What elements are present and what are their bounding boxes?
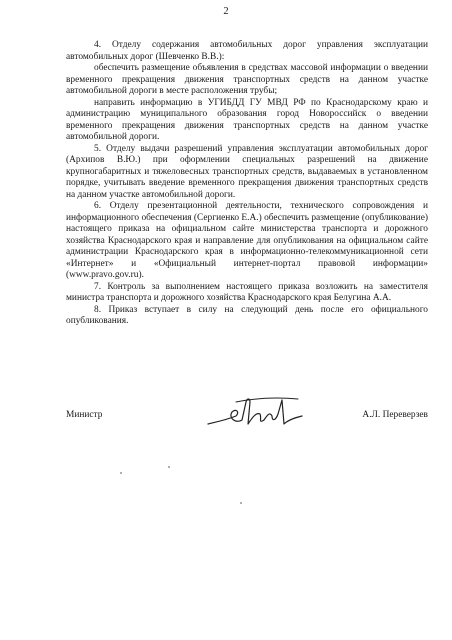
paragraph-4-item-1: обеспечить размещение объявления в средствах массовой информации о введении временного прекращения движения транспортных средств на данном участке автомобильной дороги в месте расположения трубы; bbox=[66, 63, 428, 96]
scan-speck bbox=[120, 472, 122, 474]
signer-name: А.Л. Переверзев bbox=[362, 410, 428, 420]
paragraph-4: 4. Отделу содержания автомобильных дорог управления эксплуатации автомобильных дорог (Шевченко В.В.): bbox=[66, 40, 428, 62]
paragraph-8: 8. Приказ вступает в силу на следующий день после его официального опубликования. bbox=[66, 304, 428, 326]
scan-speck bbox=[240, 502, 242, 504]
page-number: 2 bbox=[223, 6, 229, 17]
paragraph-4-item-2: направить информацию в УГИБДД ГУ МВД РФ по Краснодарскому краю и администрацию муниципального образования город Новороссийск о введении временного прекращения движения транспортных средств на данном участке автомобильной дороги. bbox=[66, 97, 428, 142]
handwritten-signature bbox=[206, 394, 306, 434]
signature-block bbox=[66, 400, 428, 440]
signer-title: Министр bbox=[66, 410, 103, 420]
paragraph-5: 5. Отделу выдачи разрешений управления эксплуатации автомобильных дорог (Архипов В.Ю.) при оформлении специальных разрешений на движение крупногабаритных и тяжеловесных транспортных средств, выдаваемых в установленном порядке, учитывать введение временного прекращения движения транспортных средств на данном участке автомобильной дороги. bbox=[66, 143, 428, 200]
paragraph-7: 7. Контроль за выполнением настоящего приказа возложить на заместителя министра транспорта и дорожного хозяйства Краснодарского края Белугина А.А. bbox=[66, 281, 428, 303]
scan-speck bbox=[168, 466, 170, 468]
paragraph-6: 6. Отделу презентационной деятельности, технического сопровождения и информационного обеспечения (Сергиенко Е.А.) обеспечить размещение (опубликование) настоящего приказа на официальном сайте министерства транспорта и дорожного хозяйства Краснодарского края и направление для опубликования на официальном сайте администрации Краснодарского края в информационно-телекоммуникационной сети «Интернет» и «Официальный интернет-портал правовой информации» (www.pravo.gov.ru). bbox=[66, 201, 428, 280]
document-body bbox=[66, 40, 428, 328]
